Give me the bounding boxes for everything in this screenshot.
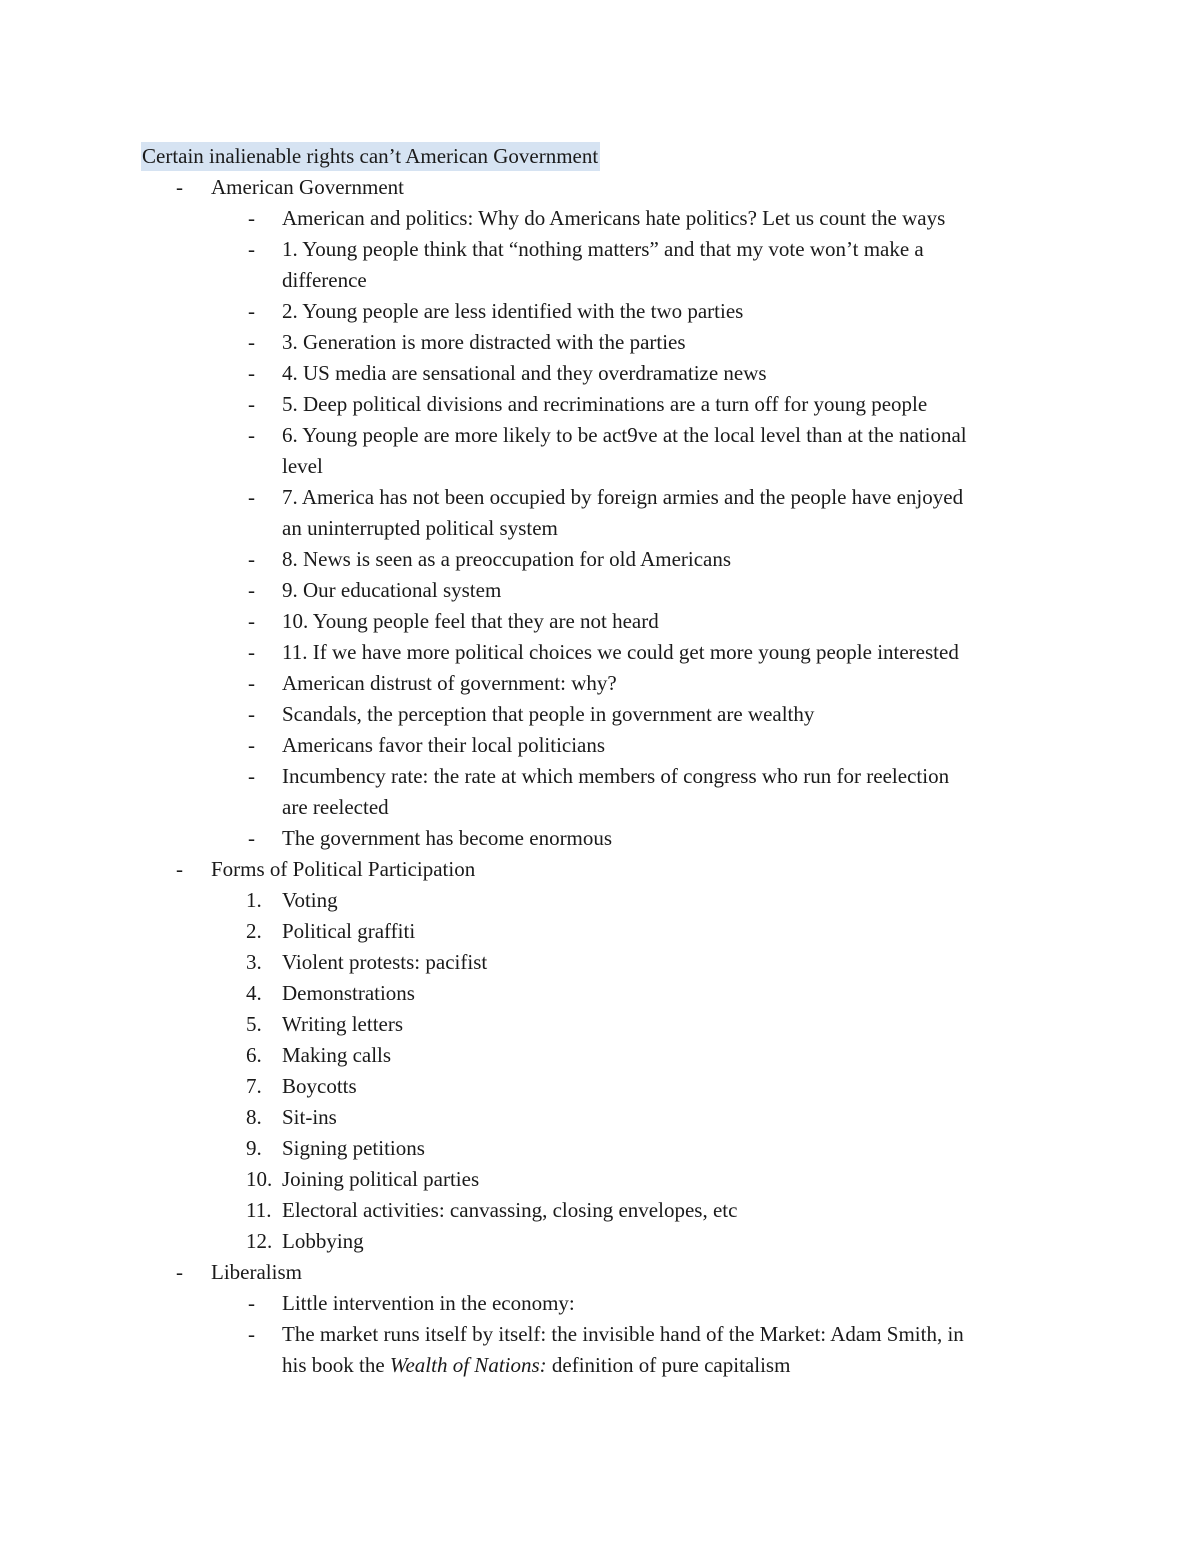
book-title: Wealth of Nations: bbox=[389, 1353, 547, 1377]
bullet-dash: - bbox=[248, 1322, 255, 1346]
list-number: 3. bbox=[246, 950, 262, 974]
list-item: The market runs itself by itself: the invisible hand of the Market: Adam Smith, in bbox=[282, 1322, 964, 1346]
bullet-dash: - bbox=[248, 609, 255, 633]
list-item: Violent protests: pacifist bbox=[282, 950, 488, 974]
list-number: 6. bbox=[246, 1043, 262, 1067]
bullet-dash: - bbox=[248, 578, 255, 602]
list-item: American distrust of government: why? bbox=[282, 671, 617, 695]
list-number: 4. bbox=[246, 981, 262, 1005]
list-item: 9. Our educational system bbox=[282, 578, 502, 602]
list-item: 6. Young people are more likely to be act9ve at the local level than at the national bbox=[282, 423, 967, 447]
list-number: 12. bbox=[246, 1229, 273, 1253]
list-item-continuation: an uninterrupted political system bbox=[282, 516, 558, 540]
list-item: Voting bbox=[282, 888, 338, 912]
bullet-dash: - bbox=[248, 640, 255, 664]
list-number: 9. bbox=[246, 1136, 262, 1160]
list-item: 11. If we have more political choices we could get more young people interested bbox=[282, 640, 959, 664]
list-item: 4. US media are sensational and they overdramatize news bbox=[282, 361, 767, 385]
bullet-dash: - bbox=[176, 175, 183, 199]
list-item: Signing petitions bbox=[282, 1136, 425, 1160]
bullet-dash: - bbox=[248, 423, 255, 447]
list-number: 8. bbox=[246, 1105, 262, 1129]
text-run: definition of pure capitalism bbox=[546, 1353, 791, 1377]
list-item: Electoral activities: canvassing, closing envelopes, etc bbox=[282, 1198, 738, 1222]
list-item: 5. Deep political divisions and recriminations are a turn off for young people bbox=[282, 392, 928, 416]
bullet-dash: - bbox=[248, 702, 255, 726]
bullet-dash: - bbox=[248, 733, 255, 757]
list-item: Writing letters bbox=[282, 1012, 404, 1036]
bullet-dash: - bbox=[248, 237, 255, 261]
list-item: Sit-ins bbox=[282, 1105, 337, 1129]
list-item: Joining political parties bbox=[282, 1167, 480, 1191]
bullet-dash: - bbox=[248, 1291, 255, 1315]
list-item: Political graffiti bbox=[282, 919, 416, 943]
bullet-dash: - bbox=[248, 764, 255, 788]
list-item-continuation bbox=[282, 1350, 790, 1381]
list-item: 8. News is seen as a preoccupation for old Americans bbox=[282, 547, 732, 571]
list-item: Incumbency rate: the rate at which members of congress who run for reelection bbox=[282, 764, 950, 788]
list-item: American and politics: Why do Americans hate politics? Let us count the ways bbox=[282, 206, 946, 230]
list-item: Boycotts bbox=[282, 1074, 357, 1098]
list-item-continuation: are reelected bbox=[282, 795, 389, 819]
list-number: 7. bbox=[246, 1074, 262, 1098]
section-heading: Liberalism bbox=[211, 1260, 302, 1284]
list-item: Americans favor their local politicians bbox=[282, 733, 606, 757]
list-item-continuation: level bbox=[282, 454, 323, 478]
list-number: 10. bbox=[246, 1167, 273, 1191]
list-number: 1. bbox=[246, 888, 262, 912]
bullet-dash: - bbox=[248, 361, 255, 385]
list-item: Making calls bbox=[282, 1043, 392, 1067]
bullet-dash: - bbox=[248, 547, 255, 571]
bullet-dash: - bbox=[176, 857, 183, 881]
bullet-dash: - bbox=[176, 1260, 183, 1284]
section-heading: American Government bbox=[211, 175, 405, 199]
bullet-dash: - bbox=[248, 826, 255, 850]
list-item: 10. Young people feel that they are not heard bbox=[282, 609, 659, 633]
list-item: 3. Generation is more distracted with the parties bbox=[282, 330, 686, 354]
text-run: his book the bbox=[282, 1353, 390, 1377]
list-item-continuation: difference bbox=[282, 268, 367, 292]
bullet-dash: - bbox=[248, 206, 255, 230]
bullet-dash: - bbox=[248, 671, 255, 695]
list-number: 2. bbox=[246, 919, 262, 943]
section-heading: Forms of Political Participation bbox=[211, 857, 476, 881]
list-item: 1. Young people think that “nothing matters” and that my vote won’t make a bbox=[282, 237, 924, 261]
list-item: Demonstrations bbox=[282, 981, 415, 1005]
list-item: Scandals, the perception that people in government are wealthy bbox=[282, 702, 815, 726]
page-title bbox=[141, 141, 600, 172]
list-item: 2. Young people are less identified with the two parties bbox=[282, 299, 744, 323]
list-number: 5. bbox=[246, 1012, 262, 1036]
list-item: The government has become enormous bbox=[282, 826, 613, 850]
title-highlight: Certain inalienable rights can’t American Government bbox=[141, 142, 600, 171]
bullet-dash: - bbox=[248, 392, 255, 416]
list-item: 7. America has not been occupied by foreign armies and the people have enjoyed bbox=[282, 485, 964, 509]
bullet-dash: - bbox=[248, 485, 255, 509]
bullet-dash: - bbox=[248, 299, 255, 323]
bullet-dash: - bbox=[248, 330, 255, 354]
list-number: 11. bbox=[246, 1198, 272, 1222]
list-item: Lobbying bbox=[282, 1229, 364, 1253]
list-item: Little intervention in the economy: bbox=[282, 1291, 575, 1315]
